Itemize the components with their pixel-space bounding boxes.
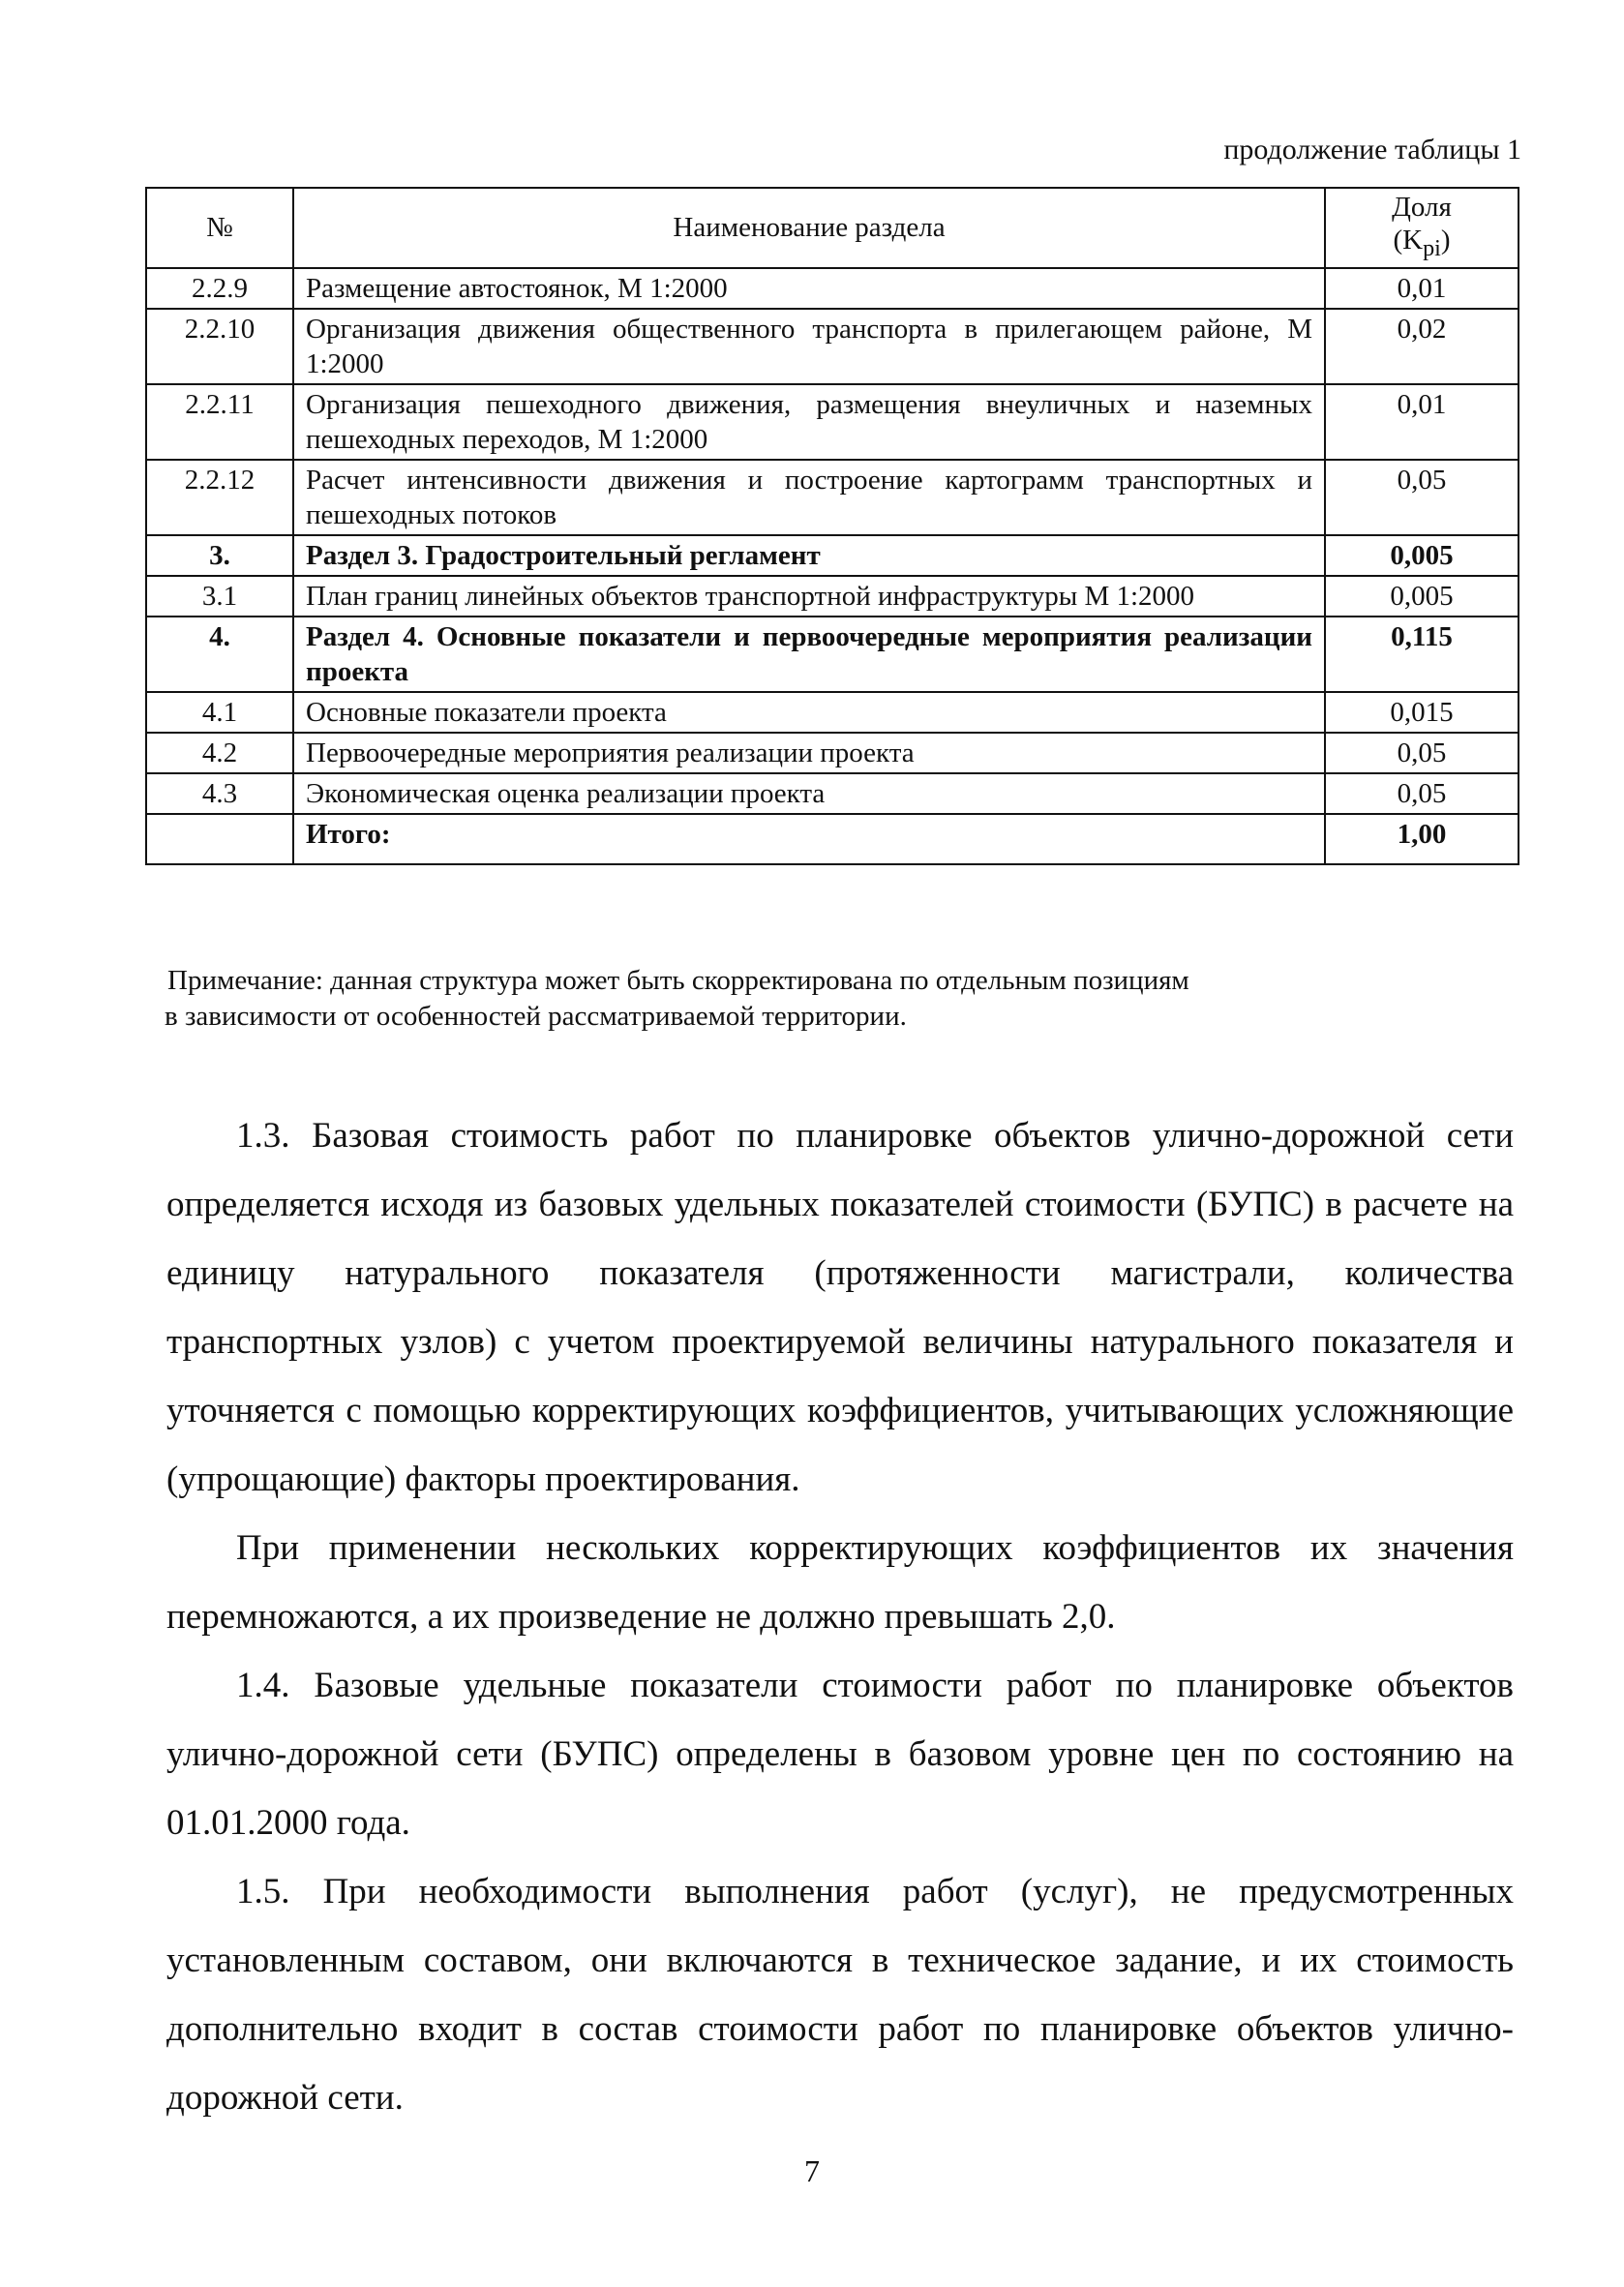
note-line1: Примечание: данная структура может быть скорректирована по отдельным позициям (167, 965, 1189, 996)
row-share: 0,015 (1325, 692, 1519, 733)
paragraph-1-4: 1.4. Базовые удельные показатели стоимости работ по планировке объектов улично-дорожной сети (БУПС) определены в базовом уровне цен по состоянию на 01.01.2000 года. (166, 1666, 1514, 1843)
header-share-open: (K (1393, 225, 1424, 256)
paragraph-1-3: 1.3. Базовая стоимость работ по планировке объектов улично-дорожной сети определяется исходя из базовых удельных показателей стоимости (БУПС) в расчете на единицу натурального показателя (протяженности магистрали, количества транспортных узлов) с учетом проектируемой величины натурального показателя и уточняется с помощью корректирующих коэффициентов, учитывающих усложняющие (упрощающие) факторы проектирования. (166, 1116, 1514, 1499)
row-name: Основные показатели проекта (293, 692, 1325, 733)
row-name: Размещение автостоянок, М 1:2000 (293, 268, 1325, 309)
paragraph-1-5: 1.5. При необходимости выполнения работ (услуг), не предусмотренных установленным составом, они включаются в техническое задание, и их стоимость дополнительно входит в состав стоимости работ по планировке объектов улично-дорожной сети. (166, 1872, 1514, 2118)
row-num: 3.1 (146, 576, 293, 617)
row-share: 0,005 (1325, 576, 1519, 617)
row-num: 2.2.10 (146, 309, 293, 384)
row-num: 4.2 (146, 733, 293, 773)
row-num: 3. (146, 535, 293, 576)
row-share: 0,01 (1325, 268, 1519, 309)
row-name: Раздел 3. Градостроительный регламент (293, 535, 1325, 576)
page-number: 7 (804, 2153, 820, 2188)
row-num: 4.1 (146, 692, 293, 733)
row-name: Раздел 4. Основные показатели и первоочередные мероприятия реализации проекта (293, 617, 1325, 692)
header-share-close: ) (1440, 225, 1451, 256)
row-name: Организация движения общественного транспорта в прилегающем районе, М 1:2000 (293, 309, 1325, 384)
row-share: 0,115 (1325, 617, 1519, 692)
row-num (146, 814, 293, 864)
table-continuation-label: продолжение таблицы 1 (1223, 134, 1521, 166)
row-share: 1,00 (1325, 814, 1519, 864)
row-share: 0,005 (1325, 535, 1519, 576)
row-name: Первоочередные мероприятия реализации проекта (293, 733, 1325, 773)
table-row (146, 268, 1519, 309)
row-name: Расчет интенсивности движения и построение картограмм транспортных и пешеходных потоков (293, 460, 1325, 535)
row-num: 2.2.11 (146, 384, 293, 460)
header-name: Наименование раздела (293, 188, 1325, 268)
table-row (146, 733, 1519, 773)
row-share: 0,05 (1325, 460, 1519, 535)
row-num: 4.3 (146, 773, 293, 814)
table-total-row (146, 814, 1519, 864)
row-num: 2.2.12 (146, 460, 293, 535)
row-share: 0,01 (1325, 384, 1519, 460)
table-header-row (146, 188, 1519, 268)
row-share: 0,02 (1325, 309, 1519, 384)
header-num: № (146, 188, 293, 268)
row-name: Организация пешеходного движения, размещения внеуличных и наземных пешеходных переходов, М 1:2000 (293, 384, 1325, 460)
row-share: 0,05 (1325, 733, 1519, 773)
table-row (146, 773, 1519, 814)
sections-table (145, 187, 1519, 865)
row-name: План границ линейных объектов транспортной инфраструктуры М 1:2000 (293, 576, 1325, 617)
table-note (167, 963, 1522, 1035)
header-share-sub: pi (1423, 234, 1441, 261)
row-name: Экономическая оценка реализации проекта (293, 773, 1325, 814)
table-row (146, 460, 1519, 535)
header-share (1325, 188, 1519, 268)
header-share-line1: Доля (1392, 192, 1452, 223)
row-num: 2.2.9 (146, 268, 293, 309)
table-row (146, 617, 1519, 692)
table-row (146, 309, 1519, 384)
row-num: 4. (146, 617, 293, 692)
table-row (146, 576, 1519, 617)
paragraph-coefficients: При применении нескольких корректирующих коэффициентов их значения перемножаются, а их произведение не должно превышать 2,0. (166, 1528, 1514, 1637)
row-share: 0,05 (1325, 773, 1519, 814)
table-row (146, 535, 1519, 576)
table-row (146, 692, 1519, 733)
note-line2: в зависимости от особенностей рассматриваемой территории. (165, 1001, 907, 1032)
row-name: Итого: (293, 814, 1325, 864)
body-text (166, 1101, 1514, 2132)
table-row (146, 384, 1519, 460)
